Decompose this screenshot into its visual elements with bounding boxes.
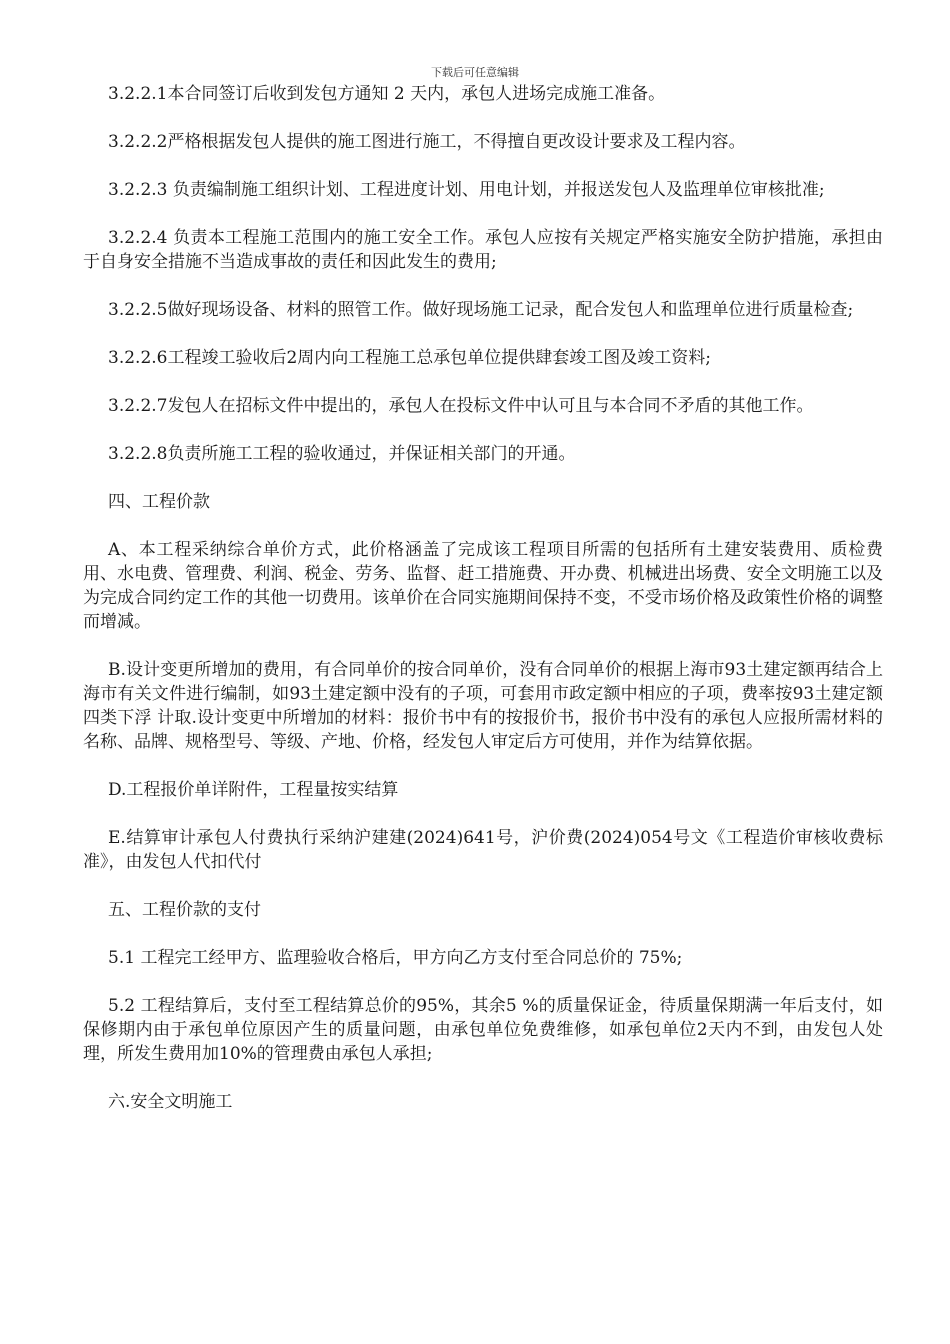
- clause-3-2-2-7: 3.2.2.7发包人在招标文件中提出的，承包人在投标文件中认可且与本合同不矛盾的其他工作。: [108, 396, 814, 416]
- header-note: 下载后可任意编辑: [431, 66, 519, 79]
- clause-5-1: 5.1 工程完工经甲方、监理验收合格后，甲方向乙方支付至合同总价的 75%;: [108, 948, 683, 968]
- document-body: [83, 82, 883, 1138]
- clause-price-e: E.结算审计承包人付费执行采纳沪建建(2024)641号，沪价费(2024)054号文《工程造价审核收费标准》，由发包人代扣代付: [83, 828, 883, 872]
- clause-price-a: A、本工程采纳综合单价方式，此价格涵盖了完成该工程项目所需的包括所有土建安装费用、质检费用、水电费、管理费、利润、税金、劳务、监督、赶工措施费、开办费、机械进出场费、安全文明施工以及为完成合同约定工作的其他一切费用。该单价在合同实施期间保持不变，不受市场价格及政策性价格的调整而增减。: [83, 540, 883, 632]
- clause-3-2-2-2: 3.2.2.2严格根据发包人提供的施工图进行施工，不得擅自更改设计要求及工程内容。: [108, 132, 746, 152]
- clause-3-2-2-4: 3.2.2.4 负责本工程施工范围内的施工安全工作。承包人应按有关规定严格实施安全防护措施，承担由于自身安全措施不当造成事故的责任和因此发生的费用;: [83, 228, 883, 272]
- clause-5-2: 5.2 工程结算后，支付至工程结算总价的95%，其余5 %的质量保证金，待质量保期满一年后支付，如保修期内由于承包单位原因产生的质量问题，由承包单位免费维修，如承包单位2天内不到，由发包人处理，所发生费用加10%的管理费由承包人承担;: [83, 996, 883, 1064]
- clause-3-2-2-1: 3.2.2.1本合同签订后收到发包方通知 2 天内，承包人进场完成施工准备。: [108, 84, 666, 104]
- section-heading-payment: 五、工程价款的支付: [108, 900, 261, 920]
- clause-price-b: B.设计变更所增加的费用，有合同单价的按合同单价，没有合同单价的根据上海市93土建定额再结合上海市有关文件进行编制，如93土建定额中没有的子项，可套用市政定额中相应的子项，费率按93土建定额四类下浮 计取.设计变更中所增加的材料：报价书中有的按报价书，报价书中没有的承包人应报所需材料的名称、品牌、规格型号、等级、产地、价格，经发包人审定后方可使用，并作为结算依据。: [83, 660, 883, 752]
- clause-price-d: D.工程报价单详附件，工程量按实结算: [108, 780, 399, 800]
- clause-3-2-2-3: 3.2.2.3 负责编制施工组织计划、工程进度计划、用电计划，并报送发包人及监理单位审核批准;: [108, 180, 825, 200]
- section-heading-price: 四、工程价款: [108, 492, 210, 512]
- clause-3-2-2-8: 3.2.2.8负责所施工工程的验收通过，并保证相关部门的开通。: [108, 444, 576, 464]
- clause-3-2-2-6: 3.2.2.6工程竣工验收后2周内向工程施工总承包单位提供肆套竣工图及竣工资料;: [108, 348, 712, 368]
- clause-3-2-2-5: 3.2.2.5做好现场设备、材料的照管工作。做好现场施工记录，配合发包人和监理单位进行质量检查;: [108, 300, 854, 320]
- section-heading-safety: 六.安全文明施工: [108, 1092, 233, 1112]
